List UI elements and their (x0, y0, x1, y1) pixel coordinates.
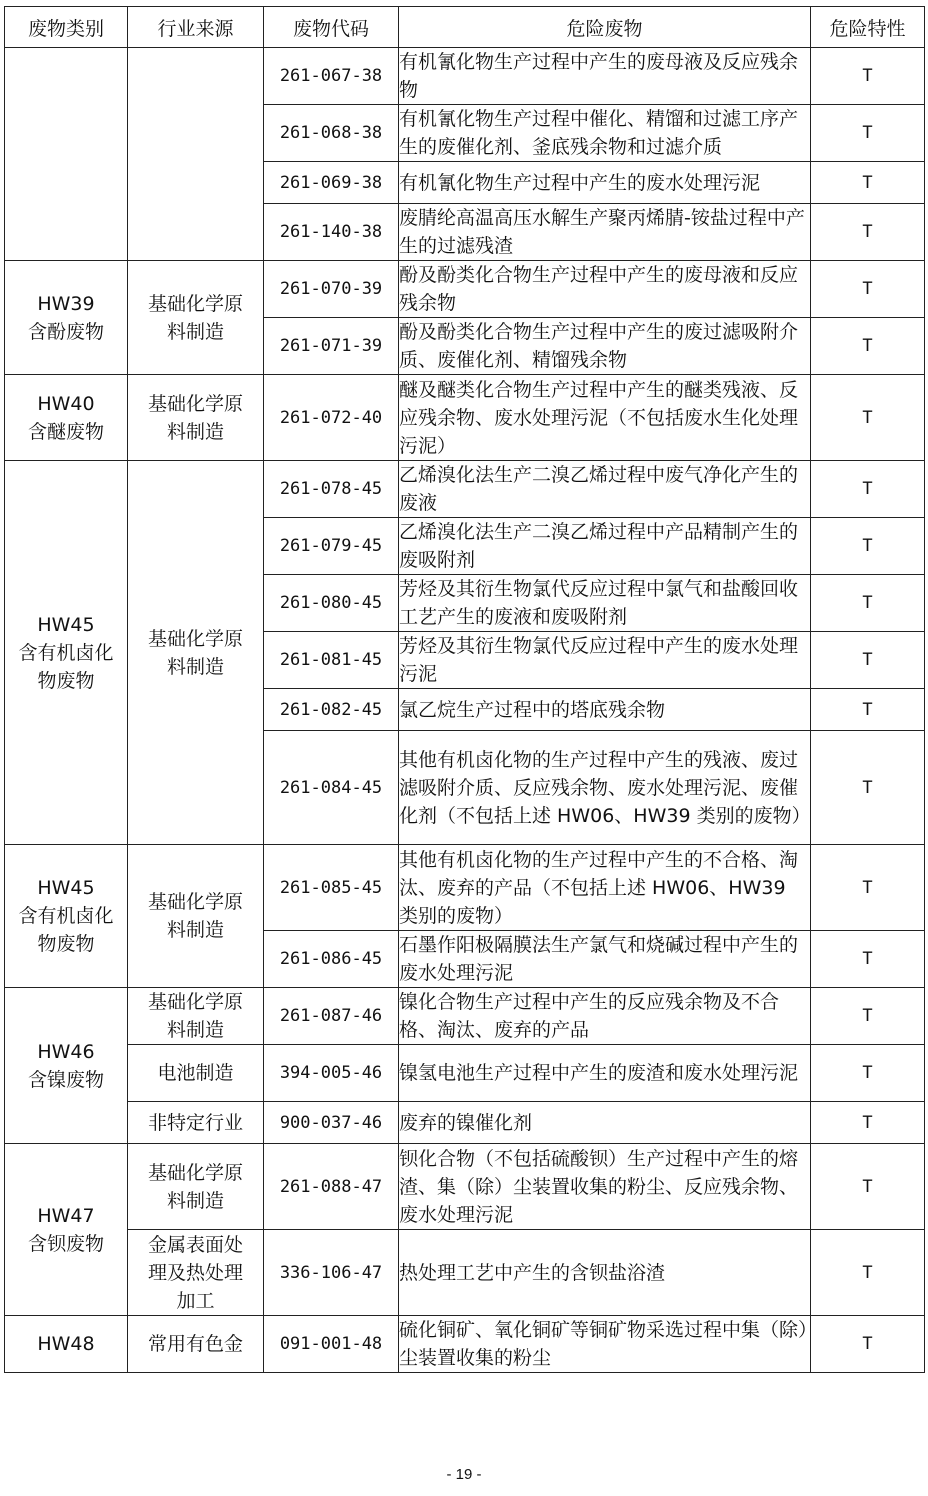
hazard-characteristic: T (811, 845, 925, 931)
waste-code: 900-037-46 (264, 1102, 399, 1144)
waste-code: 261-086-45 (264, 931, 399, 988)
industry-line: 基础化学原 (147, 891, 243, 913)
industry-line: 基础化学原 (147, 627, 243, 650)
hazard-characteristic: T (811, 1144, 925, 1230)
hazard-characteristic: T (811, 162, 925, 204)
industry-line: 料制造 (166, 1019, 224, 1041)
table-row (5, 845, 925, 931)
waste-description: 有机氰化物生产过程中催化、精馏和过滤工序产生的废催化剂、釜底残余物和过滤介质 (399, 105, 811, 162)
waste-description: 热处理工艺中产生的含钡盐浴渣 (399, 1230, 811, 1316)
category-cell (5, 988, 128, 1144)
header-characteristic: 危险特性 (811, 7, 925, 48)
waste-code: 261-067-38 (264, 48, 399, 105)
category-cell (5, 48, 128, 261)
industry-line: 基础化学原 (147, 392, 243, 415)
waste-code: 261-087-46 (264, 988, 399, 1045)
page-number: - 19 - (446, 1466, 482, 1483)
category-code: HW40 (37, 392, 95, 415)
industry-cell (128, 845, 264, 988)
industry-cell (128, 375, 264, 461)
waste-description: 有机氰化物生产过程中产生的废水处理污泥 (399, 162, 811, 204)
table-row (5, 461, 925, 518)
category-name: 物废物 (37, 669, 95, 692)
category-name: 含钡废物 (27, 1232, 104, 1255)
category-name: 含醚废物 (27, 420, 104, 443)
waste-description: 石墨作阳极隔膜法生产氯气和烧碱过程中产生的废水处理污泥 (399, 931, 811, 988)
industry-line: 基础化学原 (147, 1161, 243, 1184)
waste-code: 261-072-40 (264, 375, 399, 461)
table-row (5, 1045, 925, 1102)
category-cell (5, 461, 128, 845)
category-code: HW39 (37, 292, 95, 315)
category-name: 含酚废物 (27, 320, 104, 343)
waste-code: 261-084-45 (264, 731, 399, 845)
hazard-characteristic: T (811, 731, 925, 845)
category-name: 物废物 (37, 933, 95, 955)
industry-line: 金属表面处 (147, 1233, 243, 1256)
category-code: HW45 (37, 877, 95, 899)
table-row (5, 375, 925, 461)
category-name: 含有机卤化 (18, 641, 114, 664)
industry-line: 料制造 (166, 655, 224, 678)
industry-line: 料制造 (166, 1189, 224, 1212)
industry-cell (128, 1102, 264, 1144)
waste-description: 镍氢电池生产过程中产生的废渣和废水处理污泥 (399, 1045, 811, 1102)
waste-code: 336-106-47 (264, 1230, 399, 1316)
waste-code: 261-140-38 (264, 204, 399, 261)
hazard-characteristic: T (811, 48, 925, 105)
category-cell (5, 375, 128, 461)
waste-code: 261-079-45 (264, 518, 399, 575)
table-row (5, 1230, 925, 1316)
header-code: 废物代码 (264, 7, 399, 48)
waste-code: 261-071-39 (264, 318, 399, 375)
waste-description: 有机氰化物生产过程中产生的废母液及反应残余物 (399, 48, 811, 105)
header-industry: 行业来源 (128, 7, 264, 48)
industry-cell (128, 1144, 264, 1230)
waste-code: 261-068-38 (264, 105, 399, 162)
waste-code: 261-078-45 (264, 461, 399, 518)
waste-description: 酚及酚类化合物生产过程中产生的废母液和反应残余物 (399, 261, 811, 318)
waste-description: 乙烯溴化法生产二溴乙烯过程中产品精制产生的废吸附剂 (399, 518, 811, 575)
waste-description: 其他有机卤化物的生产过程中产生的不合格、淘汰、废弃的产品（不包括上述 HW06、HW39 类别的废物） (399, 845, 811, 931)
table-row (5, 1102, 925, 1144)
industry-line: 料制造 (166, 919, 224, 941)
table-row (5, 1316, 925, 1373)
category-code: HW47 (37, 1204, 95, 1227)
hazard-characteristic: T (811, 461, 925, 518)
table-row (5, 48, 925, 105)
hazard-characteristic: T (811, 931, 925, 988)
industry-cell (128, 988, 264, 1045)
industry-cell (128, 1045, 264, 1102)
industry-line: 非特定行业 (147, 1111, 243, 1134)
table-row (5, 261, 925, 318)
hazard-characteristic: T (811, 518, 925, 575)
waste-description: 镍化合物生产过程中产生的反应残余物及不合格、淘汰、废弃的产品 (399, 988, 811, 1045)
waste-code: 261-081-45 (264, 632, 399, 689)
hazard-characteristic: T (811, 204, 925, 261)
hazard-characteristic: T (811, 1045, 925, 1102)
industry-line: 基础化学原 (147, 991, 243, 1013)
industry-cell (128, 1230, 264, 1316)
waste-description: 废腈纶高温高压水解生产聚丙烯腈-铵盐过程中产生的过滤残渣 (399, 204, 811, 261)
hazard-characteristic: T (811, 632, 925, 689)
industry-line: 料制造 (166, 320, 224, 343)
waste-description: 硫化铜矿、氧化铜矿等铜矿物采选过程中集（除）尘装置收集的粉尘 (399, 1316, 811, 1373)
category-name: 含镍废物 (27, 1068, 104, 1091)
waste-code: 261-080-45 (264, 575, 399, 632)
industry-line: 电池制造 (157, 1062, 234, 1084)
waste-description: 其他有机卤化物的生产过程中产生的残液、废过滤吸附介质、反应残余物、废水处理污泥、废催化剂（不包括上述 HW06、HW39 类别的废物） (399, 731, 811, 845)
waste-description: 芳烃及其衍生物氯代反应过程中氯气和盐酸回收工艺产生的废液和废吸附剂 (399, 575, 811, 632)
table-header-row (5, 7, 925, 48)
waste-description: 酚及酚类化合物生产过程中产生的废过滤吸附介质、废催化剂、精馏残余物 (399, 318, 811, 375)
category-code: HW45 (37, 613, 95, 636)
hazard-characteristic: T (811, 575, 925, 632)
waste-code: 261-069-38 (264, 162, 399, 204)
industry-line: 料制造 (166, 420, 224, 443)
industry-line: 常用有色金 (147, 1333, 243, 1355)
category-cell (5, 1144, 128, 1316)
hazard-characteristic: T (811, 689, 925, 731)
category-name: 含有机卤化 (18, 905, 114, 927)
hazard-characteristic: T (811, 1102, 925, 1144)
waste-description: 氯乙烷生产过程中的塔底残余物 (399, 689, 811, 731)
category-code: HW48 (37, 1333, 95, 1355)
industry-cell (128, 461, 264, 845)
waste-code: 091-001-48 (264, 1316, 399, 1373)
table-row (5, 988, 925, 1045)
hazard-characteristic: T (811, 988, 925, 1045)
waste-description: 醚及醚类化合物生产过程中产生的醚类残液、反应残余物、废水处理污泥（不包括废水生化处理污泥） (399, 375, 811, 461)
table-row (5, 1144, 925, 1230)
waste-code: 261-082-45 (264, 689, 399, 731)
hazard-characteristic: T (811, 105, 925, 162)
category-cell (5, 845, 128, 988)
industry-line: 加工 (176, 1289, 215, 1312)
hazard-characteristic: T (811, 1316, 925, 1373)
waste-description: 乙烯溴化法生产二溴乙烯过程中废气净化产生的废液 (399, 461, 811, 518)
category-cell (5, 261, 128, 375)
header-description: 危险废物 (399, 7, 811, 48)
waste-description: 钡化合物（不包括硫酸钡）生产过程中产生的熔渣、集（除）尘装置收集的粉尘、反应残余物、废水处理污泥 (399, 1144, 811, 1230)
industry-line: 理及热处理 (147, 1261, 243, 1284)
hazard-characteristic: T (811, 261, 925, 318)
waste-code: 261-088-47 (264, 1144, 399, 1230)
industry-cell (128, 261, 264, 375)
hazard-characteristic: T (811, 1230, 925, 1316)
waste-code: 261-085-45 (264, 845, 399, 931)
header-category: 废物类别 (5, 7, 128, 48)
industry-cell (128, 48, 264, 261)
hazard-characteristic: T (811, 318, 925, 375)
category-code: HW46 (37, 1040, 95, 1063)
hazardous-waste-table (4, 6, 925, 1373)
hazard-characteristic: T (811, 375, 925, 461)
waste-description: 废弃的镍催化剂 (399, 1102, 811, 1144)
waste-code: 394-005-46 (264, 1045, 399, 1102)
waste-code: 261-070-39 (264, 261, 399, 318)
industry-cell (128, 1316, 264, 1373)
category-cell (5, 1316, 128, 1373)
industry-line: 基础化学原 (147, 292, 243, 315)
waste-description: 芳烃及其衍生物氯代反应过程中产生的废水处理污泥 (399, 632, 811, 689)
